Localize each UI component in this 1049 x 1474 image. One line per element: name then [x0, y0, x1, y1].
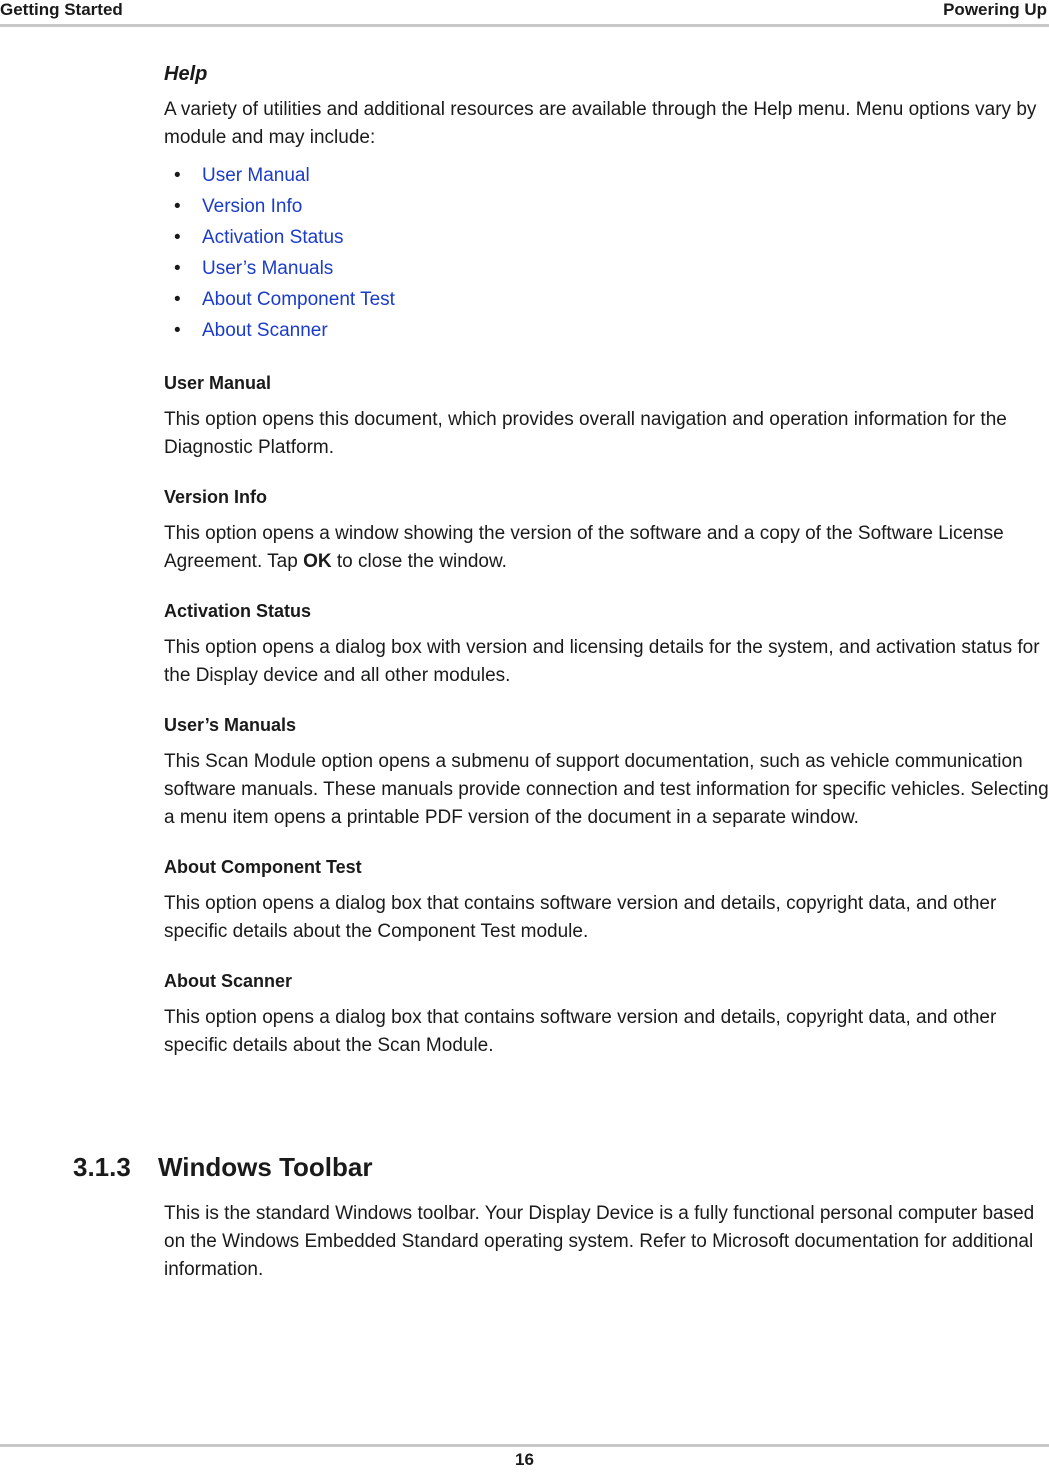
section-title: Windows Toolbar — [158, 1152, 373, 1182]
section-body: This option opens this document, which provides overall navigation and operation information for the Diagnostic Platform. — [164, 409, 1007, 458]
bullet-icon: • — [174, 196, 181, 217]
section-body — [164, 520, 1049, 576]
bullet-icon: • — [174, 320, 181, 341]
help-intro: A variety of utilities and additional resources are available through the Help menu. Menu options vary by module and may include: — [164, 99, 1037, 148]
section-heading: Version Info — [164, 487, 268, 507]
main-content — [164, 60, 1049, 1060]
bullet-icon: • — [174, 227, 181, 248]
section-heading: About Component Test — [164, 857, 362, 877]
section-number: 3.1.3 — [73, 1152, 131, 1182]
section-body: This is the standard Windows toolbar. Your Display Device is a fully functional personal computer based on the Windows Embedded Standard operating system. Refer to Microsoft documentation for additional information. — [164, 1203, 1035, 1280]
bullet-icon: • — [174, 165, 181, 186]
section-heading: About Scanner — [164, 971, 293, 991]
section-body: This option opens a dialog box that contains software version and details, copyright data, and other specific details about the Component Test module. — [164, 893, 997, 942]
section-about-scanner — [164, 968, 1049, 1060]
section-activation-status — [164, 598, 1049, 690]
section-version-info — [164, 484, 1049, 576]
section-heading: User’s Manuals — [164, 715, 297, 735]
section-body: This option opens a dialog box that contains software version and details, copyright data, and other specific details about the Scan Module. — [164, 1007, 997, 1056]
link-activation-status[interactable]: Activation Status — [202, 227, 344, 248]
list-item — [164, 315, 1049, 346]
list-item — [164, 222, 1049, 253]
section-heading: Activation Status — [164, 601, 312, 621]
link-about-scanner[interactable]: About Scanner — [202, 320, 328, 341]
body-text: to close the window. — [331, 551, 507, 572]
bullet-icon: • — [174, 289, 181, 310]
section-about-component-test — [164, 854, 1049, 946]
section-body: This Scan Module option opens a submenu of support documentation, such as vehicle communication software manuals. These manuals provide connection and test information for specific vehicles. Selecting a menu item opens a printable PDF version of the document in a separate window. — [164, 751, 1049, 828]
header-section-title: Powering Up — [943, 0, 1047, 19]
ok-keyword: OK — [303, 551, 332, 572]
link-about-component-test[interactable]: About Component Test — [202, 289, 395, 310]
bullet-icon: • — [174, 258, 181, 279]
list-item — [164, 160, 1049, 191]
section-users-manuals — [164, 712, 1049, 832]
section-user-manual — [164, 370, 1049, 462]
link-user-manual[interactable]: User Manual — [202, 165, 310, 186]
section-heading: User Manual — [164, 373, 272, 393]
header-rule — [0, 24, 1049, 27]
help-heading: Help — [164, 63, 208, 85]
windows-toolbar-heading — [73, 1150, 373, 1184]
help-menu-list — [164, 160, 1049, 346]
windows-toolbar-body — [164, 1200, 1049, 1284]
section-body: This option opens a dialog box with version and licensing details for the system, and activation status for the Display device and all other modules. — [164, 637, 1040, 686]
link-version-info[interactable]: Version Info — [202, 196, 303, 217]
link-users-manuals[interactable]: User’s Manuals — [202, 258, 334, 279]
header-chapter-title: Getting Started — [0, 0, 123, 19]
list-item — [164, 284, 1049, 315]
footer-rule — [0, 1444, 1049, 1447]
body-text: This option opens a window showing the version of the software and a copy of the Software License Agreement. Tap — [164, 523, 1004, 572]
page-number: 16 — [515, 1450, 534, 1469]
list-item — [164, 253, 1049, 284]
list-item — [164, 191, 1049, 222]
